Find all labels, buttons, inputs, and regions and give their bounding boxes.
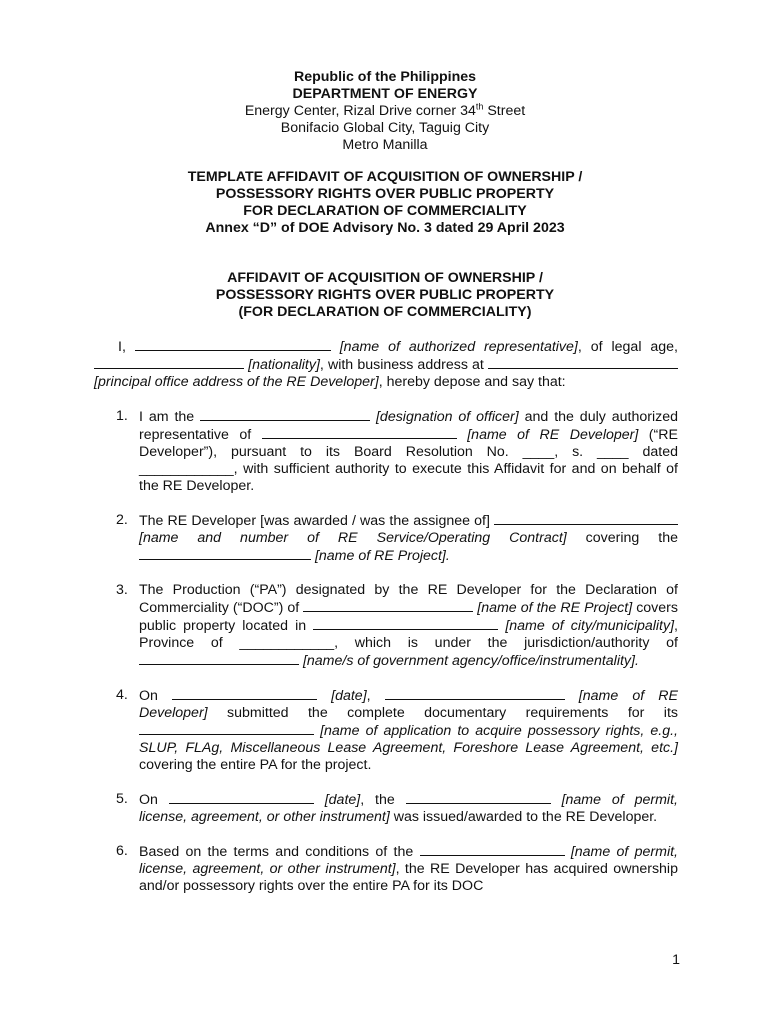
blank-line — [420, 843, 565, 856]
blank-line — [139, 722, 314, 735]
document-header — [0, 69, 770, 154]
blank-line — [303, 599, 473, 612]
list-item: 2. The RE Developer [was awarded / was the assignee of] [name and number of RE Service/Operating Contract] covering the [name of RE Project]. — [116, 512, 678, 564]
template-title: TEMPLATE AFFIDAVIT OF ACQUISITION OF OWNERSHIP / POSSESSORY RIGHTS OVER PUBLIC PROPERTY FOR DECLARATION OF COMMERCIALITY Annex “D” of DOE Advisory No. 3 dated 29 April 2023 — [0, 169, 770, 237]
intro-paragraph: I, [name of authorized representative], of legal age, [nationality], with business address at [principal office address of the RE Developer], hereby depose and say that: — [94, 339, 678, 390]
list-item: 3. The Production (“PA”) designated by the RE Developer for the Declaration of Commerciality (“DOC”) of [name of the RE Project] covers public property located in [name of city/municipality], Province of ____________, which is under the jurisdiction/authority of [name/s of government agency/office/instrumentality]. — [116, 582, 678, 669]
blank-line — [262, 426, 457, 439]
blank-line — [139, 547, 311, 560]
numbered-list — [94, 408, 678, 895]
header-address-line2: Bonifacio Global City, Taguig City — [280, 120, 490, 136]
blank-line — [313, 617, 498, 630]
blank-line — [200, 408, 370, 421]
blank-line — [488, 356, 678, 369]
list-item: 5. On [date], the [name of permit, license, agreement, or other instrument] was issued/awarded to the RE Developer. — [116, 791, 678, 825]
list-item: 4. On [date], [name of RE Developer] submitted the complete documentary requirements for its [name of application to acquire possessory rights, e.g., SLUP, FLAg, Miscellaneous Lease Agreement, Foreshore Lease Agreement, etc.] covering the entire PA for the project. — [116, 687, 678, 773]
list-item: 1. I am the [designation of officer] and the duly authorized representative of [name of RE Developer] (“RE Developer”), pursuant to its Board Resolution No. ____, s. ____ dated ____________, with sufficient authority to execute this Affidavit for and on behalf of the RE Developer. — [116, 408, 678, 494]
affidavit-body — [94, 338, 678, 895]
annex-reference: Annex “D” of DOE Advisory No. 3 dated 29 April 2023 — [205, 220, 565, 236]
blank-line — [406, 791, 551, 804]
blank-line — [139, 652, 299, 665]
list-item: 6. Based on the terms and conditions of the [name of permit, license, agreement, or other instrument], the RE Developer has acquired ownership and/or possessory rights over the entire PA for its DOC — [116, 843, 678, 894]
header-address-line1: Energy Center, Rizal Drive corner 34th Street — [244, 101, 526, 119]
blank-line — [135, 338, 331, 351]
blank-line — [169, 791, 314, 804]
page-number: 1 — [672, 952, 680, 968]
blank-line — [172, 687, 317, 700]
header-address-line3: Metro Manilla — [342, 137, 428, 153]
blank-line — [385, 687, 565, 700]
affidavit-title: AFFIDAVIT OF ACQUISITION OF OWNERSHIP / POSSESSORY RIGHTS OVER PUBLIC PROPERTY (FOR DECLARATION OF COMMERCIALITY) — [215, 270, 555, 320]
blank-line — [494, 512, 678, 525]
header-department: DEPARTMENT OF ENERGY — [292, 86, 478, 102]
header-republic: Republic of the Philippines — [293, 69, 477, 85]
blank-line — [94, 356, 244, 369]
